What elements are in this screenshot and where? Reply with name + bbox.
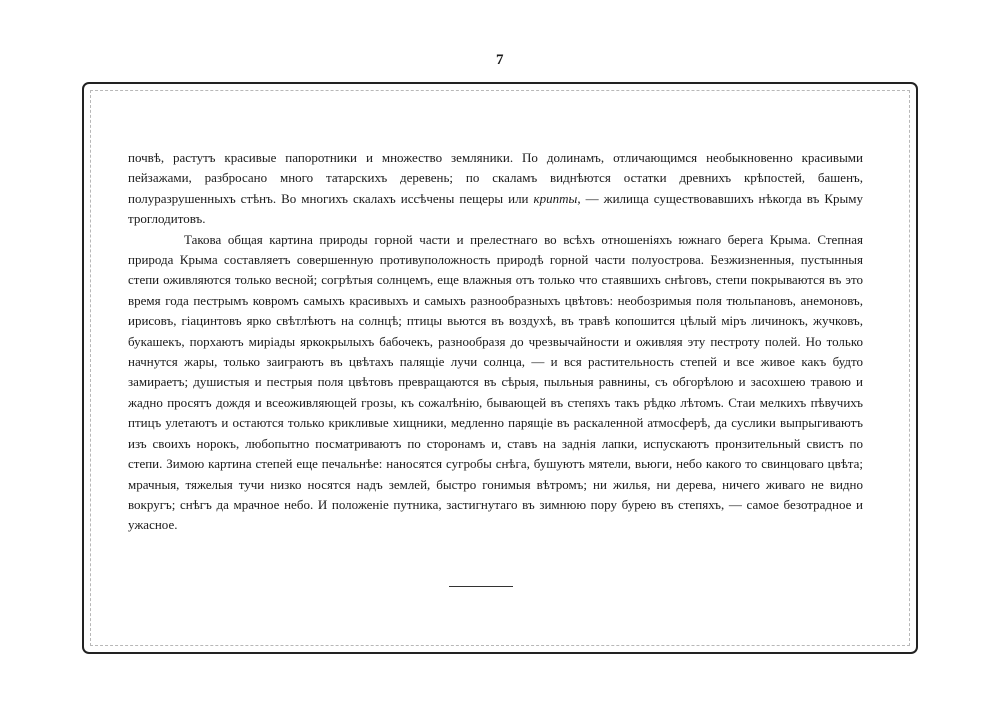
paragraph-1 [128,148,863,230]
paragraph-1-text: почвѣ, растутъ красивые папоротники и множество земляники. По долинамъ, отличающимся необыкновенно красивыми пейзажами, разбросано много татарскихъ деревень; по скаламъ виднѣются остатки древнихъ крѣпостей, башенъ, полуразрушенныхъ стѣнъ. Во многихъ скалахъ иссѣчены пещеры или [128,150,863,206]
body-text [128,148,863,536]
paragraph-2: Такова общая картина природы горной части и прелестнаго во всѣхъ отношеніяхъ южнаго берега Крыма. Степная природа Крыма составляетъ совершенную противуположность природѣ горной части полуострова. Безжизненныя, пустынныя степи оживляются только весной; согрѣтыя солнцемъ, еще влажныя отъ только что стаявшихъ снѣговъ, степи покрываются въ это время года пестрымъ ковромъ самыхъ красивыхъ и самыхъ разнообразныхъ цвѣтовъ: необозримыя поля тюльпановъ, анемоновъ, ирисовъ, гіацинтовъ ярко свѣтлѣютъ на солнцѣ; птицы вьются въ воздухѣ, въ травѣ копошится цѣлый міръ личинокъ, жучковъ, букашекъ, порхаютъ миріады яркокрылыхъ бабочекъ, разнообразя до чрезвычайности и оживляя эту пестроту полей. Но только начнутся жары, только заиграютъ въ цвѣтахъ палящіе лучи солнца, — и вся растительность степей и все живое какъ будто замираетъ; душистыя и пестрыя поля цвѣтовъ превращаются въ сѣрыя, пыльныя равнины, съ обгорѣлою и засохшею травою и жадно просятъ дождя и всеоживляющей грозы, къ сожалѣнію, бывающей въ степяхъ такъ рѣдко лѣтомъ. Стаи мелкихъ пѣвучихъ птицъ улетаютъ и остаются только крикливые хищники, медленно парящіе въ раскаленной атмосферѣ, да суслики выпрыгиваютъ изъ своихъ норокъ, любопытно посматриваютъ по сторонамъ и, ставъ на заднія лапки, испускаютъ пронзительный свистъ по степи. Зимою картина степей еще печальнѣе: наносятся сугробы снѣга, бушуютъ мятели, вьюги, небо какого то свинцоваго цвѣта; мрачныя, тяжелыя тучи низко носятся надъ землей, быстро гонимыя вѣтромъ; ни жилья, ни дерева, ничего живаго не видно вокругъ; снѣгъ да мрачное небо. И положеніе путника, застигнутаго въ зимнюю пору бурею въ степяхъ, — самое безотрадное и ужасное. [128,231,863,533]
paragraph-1-italic-term: крипты [533,190,578,206]
paragraph-1-ending: , — жилища существовавшихъ нѣкогда въ Крыму троглодитовъ. [128,190,863,227]
ornamental-rule [449,586,513,587]
page-number: 7 [496,52,504,68]
